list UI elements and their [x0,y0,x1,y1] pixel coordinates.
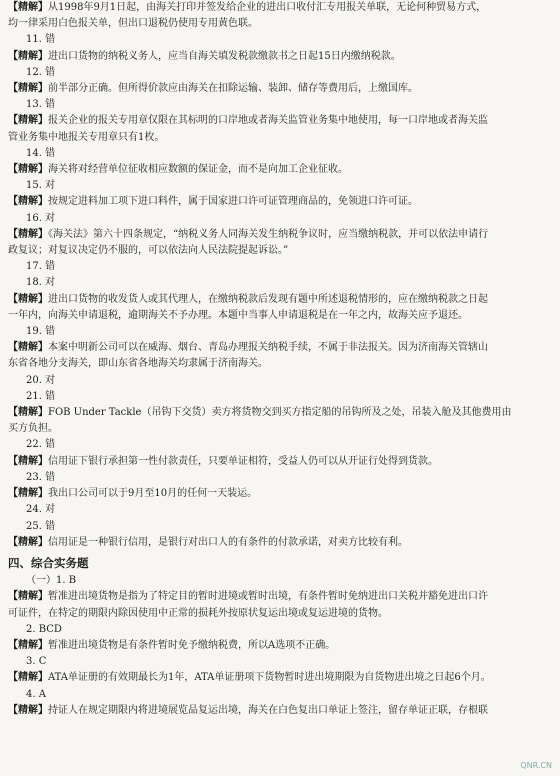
answer-number: 18. 对 [26,277,56,289]
explanation-line [8,405,546,421]
answer-number: 14. 错 [26,147,56,159]
explanation-line [8,340,546,356]
explanation-text: 进出口货物的纳税义务人，应当自海关填发税款缴款书之日起15日内缴纳税款。 [48,50,401,62]
explanation-continuation: 政复议；对复议决定仍不服的，可以依法向人民法院提起诉讼。” [8,245,289,257]
explanation-line [8,194,546,210]
answer-number: 20. 对 [26,374,56,386]
explanation-continuation: 均一律采用白色报关单，但出口退税仍使用专用黄色联。 [8,18,258,30]
explanation-continuation: 买方负担。 [8,423,58,435]
explanation-text: 从1998年9月1日起，由海关打印并签发给企业的进出口收付汇专用报关单联，无论何种贸易方式， [48,2,487,13]
answer-number: 13. 错 [26,99,56,111]
answer-number: 25. 错 [26,520,56,532]
subsection-answer: （一）1. B [26,575,77,587]
answer-number: 4. A [26,688,46,700]
explanation-tag: 【精解】 [8,704,48,716]
explanation-tag: 【精解】 [8,591,48,603]
explanation-tag: 【精解】 [8,83,48,95]
explanation-line [8,454,546,470]
explanation-line [8,81,546,97]
explanation-line [8,162,546,178]
explanation-text: 《海关法》第六十四条规定，“纳税义务人同海关发生纳税争议时，应当缴纳税款，并可以依法申请行 [48,228,489,240]
watermark: QNR.CN [520,760,552,770]
explanation-line [8,0,546,16]
answer-number: 17. 错 [26,261,56,273]
explanation-continuation: 管业务集中地报关专用章只有1枚。 [8,131,165,143]
explanation-tag: 【精解】 [8,293,48,305]
explanation-tag: 【精解】 [8,342,48,354]
explanation-text: 持证人在规定期限内将进境展览品复运出境，海关在白色复出口单证上签注，留存单证正联，存根联 [48,704,488,716]
explanation-tag: 【精解】 [8,2,48,13]
explanation-line [8,670,546,686]
answer-number: 11. 错 [26,34,56,46]
explanation-line [8,486,546,502]
answer-number: 23. 错 [26,471,56,483]
explanation-text: 前半部分正确。但所得价款应由海关在扣除运输、装卸、储存等费用后，上缴国库。 [48,83,418,95]
explanation-line [8,589,546,605]
answer-number: 2. BCD [26,623,62,635]
explanation-tag: 【精解】 [8,407,48,419]
explanation-tag: 【精解】 [8,672,48,684]
explanation-tag: 【精解】 [8,228,48,240]
explanation-continuation: 一年内，向海关申请退税，逾期海关不予办理。本题中当事人申请退税是在一年之内，故海关应予退还。 [8,309,468,321]
explanation-tag: 【精解】 [8,536,48,548]
explanation-tag: 【精解】 [8,488,48,500]
explanation-line [8,703,546,719]
answer-number: 22. 错 [26,439,56,451]
explanation-tag: 【精解】 [8,164,48,176]
explanation-text: 暂准进出境货物是有条件暂时免予缴纳税费，所以A选项不正确。 [48,639,336,651]
answer-number: 15. 对 [26,180,56,192]
explanation-tag: 【精解】 [8,196,48,208]
explanation-text: FOB Under Tackle（吊钩下交货）卖方将货物交到买方指定船的吊钩所及之处，吊装入舱及其他费用由 [48,407,512,419]
answer-number: 12. 错 [26,66,56,78]
explanation-text: ATA单证册的有效期最长为1年，ATA单证册项下货物暂时进出境期限为自货物进出境之日起6个月。 [48,672,491,684]
explanation-line [8,227,546,243]
explanation-tag: 【精解】 [8,50,48,62]
explanation-text: 暂准进出境货物是指为了特定目的暂时进境或暂时出境，有条件暂时免纳进出口关税并豁免进出口许 [48,591,488,603]
section-heading: 四、综合实务题 [8,555,89,570]
explanation-text: 我出口公司可以于9月至10月的任何一天装运。 [48,488,258,500]
explanation-text: 海关将对经营单位征收相应数额的保证金，而不是向加工企业征收。 [48,164,348,176]
explanation-line [8,535,546,551]
answer-number: 24. 对 [26,504,56,516]
explanation-tag: 【精解】 [8,639,48,651]
explanation-continuation: 可证件，在特定的期限内除因使用中正常的损耗外按原状复运出境或复运进境的货物。 [8,607,388,619]
explanation-continuation: 东省各地分支海关，即山东省各地海关均隶属于济南海关。 [8,358,268,370]
explanation-text: 本案中明新公司可以在威海、烟台、青岛办理报关纳税手续，不属于非法报关。因为济南海关管辖山 [48,342,488,354]
explanation-line [8,49,546,65]
explanation-line [8,113,546,129]
explanation-tag: 【精解】 [8,455,48,467]
explanation-text: 信用证是一种银行信用，是银行对出口人的有条件的付款承诺，对卖方比较有利。 [48,536,408,548]
explanation-text: 进出口货物的收发货人或其代理人，在缴纳税款后发现有题中所述退税情形的，应在缴纳税款之日起 [48,293,488,305]
explanation-text: 信用证下银行承担第一性付款责任，只要单证相符，受益人仍可以从开证行处得到货款。 [48,455,438,467]
explanation-line [8,292,546,308]
answer-number: 16. 对 [26,212,56,224]
explanation-text: 按规定进料加工项下进口料件，属于国家进口许可证管理商品的，免领进口许可证。 [48,196,418,208]
explanation-tag: 【精解】 [8,115,48,127]
answer-number: 19. 错 [26,326,56,338]
explanation-line [8,638,546,654]
explanation-text: 报关企业的报关专用章仅限在其标明的口岸地或者海关监管业务集中地使用，每一口岸地或者海关监 [48,115,488,127]
answer-number: 21. 错 [26,390,56,402]
answer-number: 3. C [26,656,47,668]
